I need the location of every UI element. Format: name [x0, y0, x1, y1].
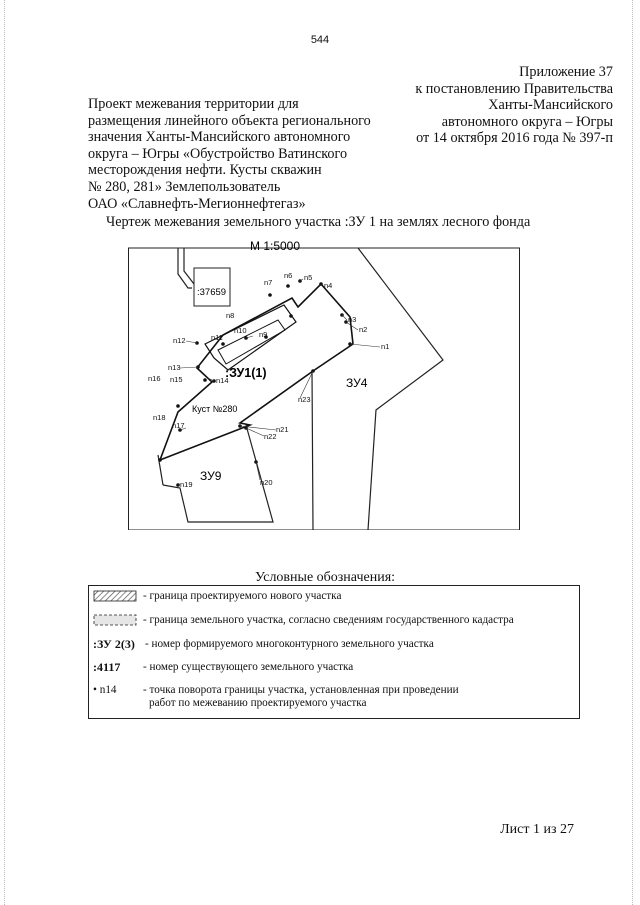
legend-symbol: n14: [99, 684, 117, 696]
point-label-n9: n9: [259, 330, 268, 339]
point-dot-icon: •: [93, 684, 100, 696]
appendix-line: Ханты-Мансийского: [488, 97, 613, 114]
point-label-n5: n5: [304, 273, 313, 282]
point-label-n22: n22: [264, 432, 277, 441]
point-label-n1: n1: [381, 342, 390, 351]
scale-label: М 1:5000: [250, 240, 301, 253]
point-label-n15: n15: [170, 375, 183, 384]
appendix-line: от 14 октября 2016 года № 397-п: [416, 130, 613, 147]
point-label-n4: n4: [324, 281, 333, 290]
point-label-n13: n13: [168, 363, 181, 372]
point-label-n16: n16: [148, 374, 161, 383]
right-margin-line: [632, 0, 634, 905]
legend-item-text: - точка поворота границы участка, установленная при проведении: [143, 684, 459, 696]
project-line: округа – Югры «Обустройство Ватинского: [88, 145, 348, 162]
project-line: ОАО «Славнефть-Мегионнефтегаз»: [88, 195, 306, 212]
point-label-n2: n2: [359, 325, 368, 334]
appendix-line: автономного округа – Югры: [441, 113, 613, 130]
point-label-n19: n19: [180, 480, 193, 489]
page-number: 544: [310, 34, 330, 46]
inner-boundary-2: [218, 320, 285, 364]
point-label-n12: n12: [173, 336, 186, 345]
project-line: № 280, 281» Землепользователь: [88, 178, 281, 195]
project-line: значения Ханты-Мансийского автономного: [88, 129, 351, 146]
point-label-n11: n11: [211, 333, 223, 342]
legend-item-text: работ по межеванию проектируемого участка: [149, 697, 367, 709]
dashed-boundary-icon: [93, 614, 137, 626]
point-label-n18: n18: [153, 413, 166, 422]
point-label-n14: n14: [216, 376, 229, 385]
parcel-zu1-label: :ЗУ1(1): [225, 366, 267, 380]
project-line: месторождения нефти. Кусты скважин: [88, 162, 322, 179]
turning-point-symbol: [93, 684, 117, 697]
point-label-n17: n17: [172, 421, 185, 430]
point-label-n7: n7: [264, 278, 273, 287]
left-margin-line: [4, 0, 6, 905]
legend-item-text: - номер существующего земельного участка: [143, 661, 354, 673]
drawing-title: Чертеж межевания земельного участка :ЗУ 1 на землях лесного фонда: [106, 214, 531, 230]
legend-item-text: - граница земельного участка, согласно сведениям государственного кадастра: [143, 614, 514, 626]
appendix-line: к постановлению Правительства: [415, 80, 613, 97]
appendix-line: Приложение 37: [519, 64, 613, 80]
land-survey-drawing: [128, 240, 520, 530]
cadastral-boundary: [178, 248, 194, 288]
point-label-n23: n23: [298, 395, 311, 404]
legend-symbol: :4117: [93, 660, 121, 674]
parcel-zu4-boundary: [312, 248, 443, 530]
sheet-counter: Лист 1 из 27: [500, 822, 574, 837]
legend-item-text: - граница проектируемого нового участка: [143, 590, 342, 602]
point-label-n3: n3: [348, 315, 357, 324]
parcel-zu4-label: ЗУ4: [346, 376, 368, 390]
project-line: Проект межевания территории для: [88, 96, 299, 112]
project-line: размещения линейного объекта регионального: [88, 112, 371, 129]
well-pad-label: Куст №280: [192, 404, 238, 414]
point-label-n20: n20: [260, 478, 273, 487]
cadastral-number-label: :37659: [197, 287, 227, 298]
legend-item-text: - номер формируемого многоконтурного земельного участка: [145, 638, 434, 650]
legend-symbol: :ЗУ 2(3): [93, 637, 135, 651]
legend-title: Условные обозначения:: [255, 570, 396, 585]
point-label-n8: n8: [226, 311, 235, 320]
hatched-boundary-icon: [93, 590, 137, 602]
point-label-n10: n10: [234, 326, 247, 335]
project-title-block: [88, 96, 388, 212]
parcel-zu9-label: ЗУ9: [200, 469, 222, 483]
legend-box: [88, 585, 580, 719]
point-label-n21: n21: [276, 425, 289, 434]
point-label-n6: n6: [284, 271, 293, 280]
appendix-block: [353, 64, 613, 147]
